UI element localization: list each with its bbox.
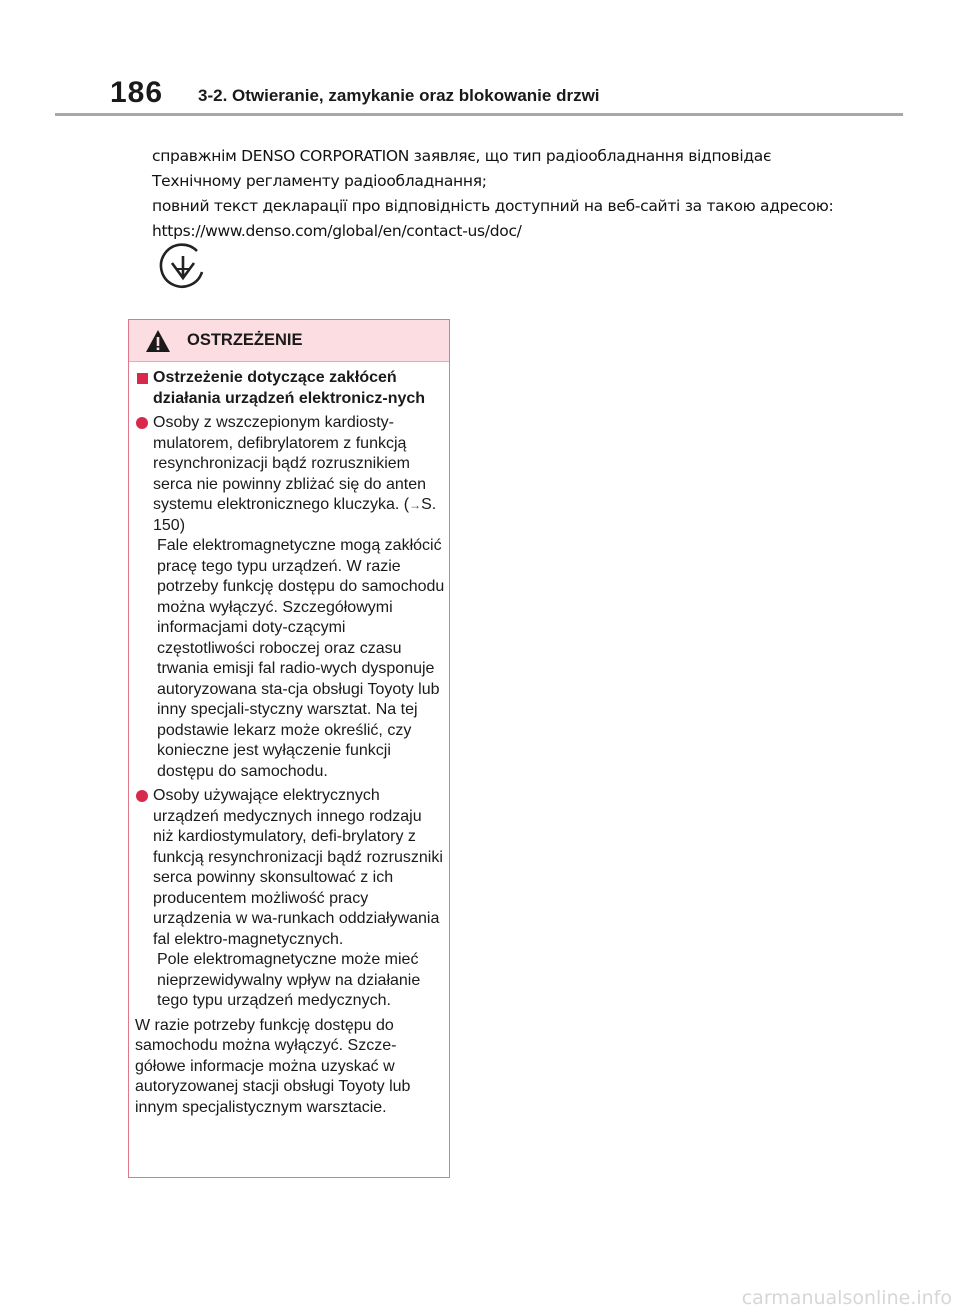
warning-box (128, 319, 450, 1178)
declaration-line: справжнім DENSO CORPORATION заявляє, що тип радіообладнання відповідає (152, 147, 772, 165)
bullet-text: Osoby z wszczepionym kardiosty-mulatorem, defibrylatorem z funkcją resynchronizacji bądź rozrusznikiem serca nie powinny zbliżać się do anten systemu elektronicznego kluczyka. ( (153, 414, 427, 513)
warning-triangle-icon (145, 329, 171, 353)
declaration-line: повний текст декларації про відповідність доступний на веб-сайті за такою адресою: (152, 197, 834, 215)
round-bullet-icon (136, 790, 148, 802)
warning-subheading (135, 368, 445, 409)
ukrainian-conformity-mark-icon (158, 242, 208, 292)
declaration-line: Технічному регламенту радіообладнання; (152, 172, 487, 190)
closing-paragraph: W razie potrzeby funkcję dostępu do samochodu można wyłączyć. Szcze-gółowe informacje można uzyskać w autoryzowanej stacji obsługi Toyoty lub innym specjalistycznym warsztacie. (135, 1016, 411, 1116)
section-title: 3-2. Otwieranie, zamykanie oraz blokowanie drzwi (198, 86, 600, 105)
warning-header (129, 320, 449, 362)
ukrainian-declaration (152, 144, 852, 244)
bullet-item (135, 786, 445, 1012)
reference-arrow-icon: → (409, 498, 422, 512)
declaration-url: https://www.denso.com/global/en/contact-us/doc/ (152, 222, 522, 240)
bullet-item (135, 413, 445, 782)
watermark-text: carmanualsonline.info (741, 1287, 952, 1309)
page-reference: S. 150) (153, 496, 437, 534)
bullet-text: Osoby używające elektrycznych urządzeń medycznych innego rodzaju niż kardiostymulatory, defi-brylatory z funkcją resynchronizacji bądź rozruszniki serca powinny skonsultować z ich producentem możliwość pracy urządzenia w wa-runkach oddziaływania fal elektro-magnetycznych. (153, 787, 443, 948)
page-number: 186 (110, 76, 164, 109)
warning-body (129, 362, 449, 1118)
subheading-text: Ostrzeżenie dotyczące zakłóceń działania urządzeń elektronicz-nych (153, 369, 426, 407)
bullet-note: Fale elektromagnetyczne mogą zakłócić pracę tego typu urządzeń. W razie potrzeby funkcję dostępu do samochodu można wyłączyć. Szczegółowymi informacjami doty-czącymi częstotliwości roboczej oraz czasu trwania emisji fal radio-wych dysponuje autoryzowana sta-cja obsługi Toyoty lub inny specjali-styczny warsztat. Na tej podstawie lekarz może określić, czy konieczne jest wyłączenie funkcji dostępu do samochodu. (157, 537, 445, 780)
round-bullet-icon (136, 417, 148, 429)
header-divider (55, 113, 903, 116)
page-header (0, 0, 960, 120)
bullet-note: Pole elektromagnetyczne może mieć nieprzewidywalny wpływ na działanie tego typu urządzeń medycznych. (157, 951, 421, 1009)
warning-title: OSTRZEŻENIE (187, 331, 303, 349)
square-bullet-icon (137, 373, 148, 384)
